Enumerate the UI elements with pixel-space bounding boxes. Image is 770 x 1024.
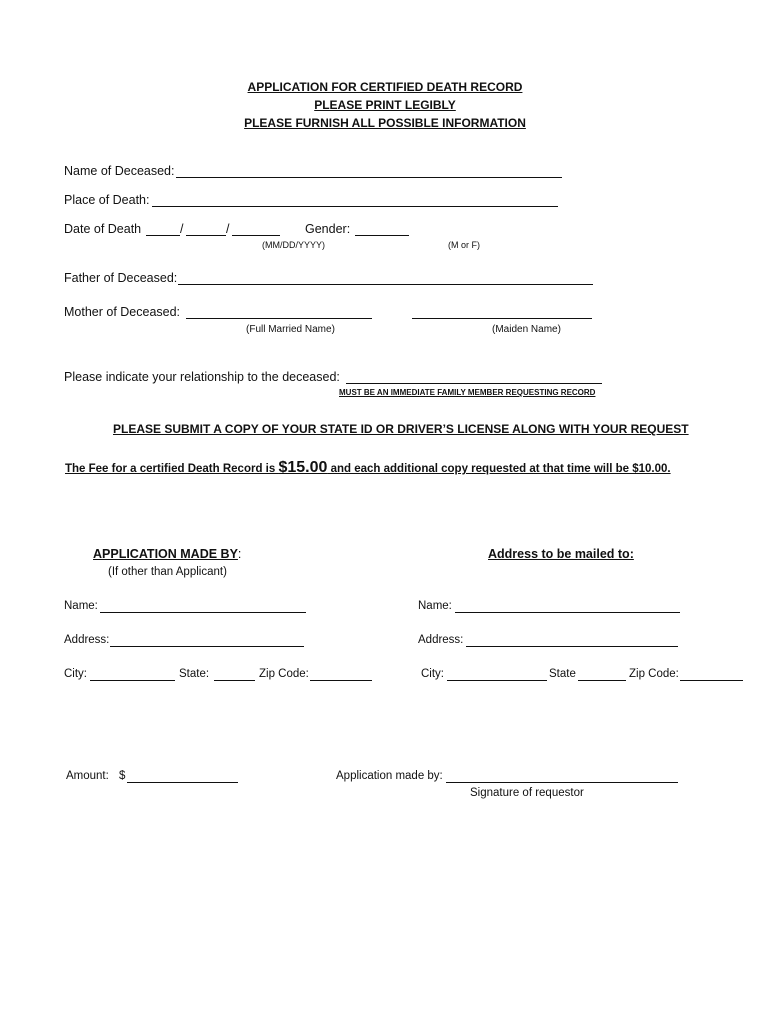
applicant-state-label: State:	[179, 668, 210, 680]
gender-field[interactable]	[355, 235, 409, 236]
applicant-address-field[interactable]	[110, 646, 304, 647]
date-separator: /	[180, 222, 184, 236]
print-legibly-note: PLEASE PRINT LEGIBLY	[314, 98, 456, 112]
father-label: Father of Deceased:	[64, 271, 178, 285]
mother-label: Mother of Deceased:	[64, 305, 181, 319]
applicant-name-field[interactable]	[100, 612, 306, 613]
fee-text-end: and each additional copy requested at that time will be $10.00.	[327, 463, 671, 475]
mailing-heading: Address to be mailed to:	[488, 547, 634, 561]
signature-field[interactable]	[446, 782, 678, 783]
signature-caption: Signature of requestor	[470, 787, 584, 799]
fee-amount: $15.00	[278, 459, 328, 476]
amount-label: Amount:	[66, 770, 109, 782]
applicant-address-label: Address:	[64, 634, 110, 646]
date-month-field[interactable]	[146, 235, 180, 236]
applicant-name-label: Name:	[64, 600, 98, 612]
father-field[interactable]	[178, 284, 593, 285]
furnish-info-note: PLEASE FURNISH ALL POSSIBLE INFORMATION	[244, 116, 526, 130]
fee-text-start: The Fee for a certified Death Record is	[65, 463, 279, 475]
form-title: APPLICATION FOR CERTIFIED DEATH RECORD	[247, 80, 523, 94]
date-day-field[interactable]	[186, 235, 226, 236]
mailing-city-field[interactable]	[447, 680, 547, 681]
amount-field[interactable]	[127, 782, 238, 783]
mailing-name-label: Name:	[418, 600, 452, 612]
place-of-death-label: Place of Death:	[64, 193, 150, 207]
mailing-address-label: Address:	[418, 634, 464, 646]
date-year-field[interactable]	[232, 235, 280, 236]
mailing-zip-label: Zip Code:	[629, 668, 679, 680]
mailing-state-field[interactable]	[578, 680, 626, 681]
date-of-death-label: Date of Death	[64, 222, 142, 236]
mother-married-name-field[interactable]	[186, 318, 372, 319]
full-married-name-hint: (Full Married Name)	[246, 324, 335, 335]
applicant-heading: APPLICATION MADE BY:	[93, 547, 242, 561]
applicant-state-field[interactable]	[214, 680, 255, 681]
mailing-city-label: City:	[421, 668, 444, 680]
relationship-label: Please indicate your relationship to the deceased:	[64, 370, 340, 384]
id-requirement-notice: PLEASE SUBMIT A COPY OF YOUR STATE ID OR DRIVER’S LICENSE ALONG WITH YOUR REQUEST	[113, 422, 689, 436]
name-of-deceased-field[interactable]	[176, 177, 562, 178]
applicant-zip-label: Zip Code:	[259, 668, 309, 680]
mailing-zip-field[interactable]	[680, 680, 743, 681]
gender-hint: (M or F)	[448, 240, 480, 250]
mailing-address-field[interactable]	[466, 646, 678, 647]
applicant-zip-field[interactable]	[310, 680, 372, 681]
applicant-city-field[interactable]	[90, 680, 175, 681]
date-format-hint: (MM/DD/YYYY)	[262, 240, 325, 250]
place-of-death-field[interactable]	[152, 206, 558, 207]
date-separator: /	[226, 222, 230, 236]
gender-label: Gender:	[305, 222, 351, 236]
applicant-city-label: City:	[64, 668, 87, 680]
maiden-name-hint: (Maiden Name)	[492, 324, 561, 335]
mailing-state-label: State	[549, 668, 576, 680]
applicant-subheading: (If other than Applicant)	[108, 566, 227, 578]
relationship-field[interactable]	[346, 383, 602, 384]
fee-notice	[65, 459, 671, 477]
mailing-name-field[interactable]	[455, 612, 680, 613]
mother-maiden-name-field[interactable]	[412, 318, 592, 319]
relationship-requirement-note: MUST BE AN IMMEDIATE FAMILY MEMBER REQUESTING RECORD	[339, 388, 596, 397]
dollar-sign: $	[119, 770, 126, 782]
name-of-deceased-label: Name of Deceased:	[64, 164, 175, 178]
application-made-by-label: Application made by:	[336, 770, 443, 782]
